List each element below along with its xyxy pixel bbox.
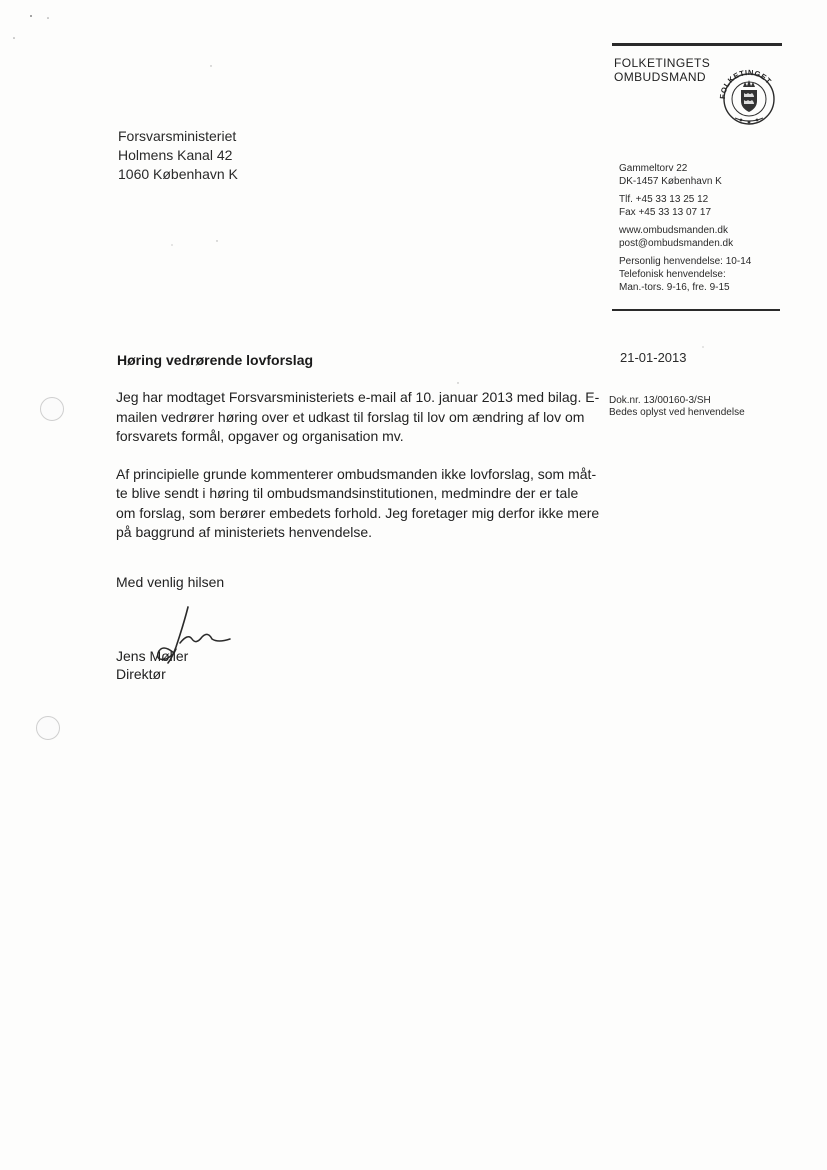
signatory-name: Jens Møller — [116, 648, 189, 664]
letterhead-org-name — [614, 56, 710, 84]
closing-greeting: Med venlig hilsen — [116, 574, 225, 590]
letter-subject: Høring vedrørende lovforslag — [117, 352, 314, 368]
sender-web: www.ombudsmanden.dk — [619, 225, 728, 236]
org-name-line2: OMBUDSMAND — [614, 70, 707, 84]
recipient-city: 1060 København K — [118, 166, 238, 182]
letter-date: 21-01-2013 — [620, 350, 687, 365]
sender-address-line1: Gammeltorv 22 — [619, 163, 688, 174]
folketinget-seal-icon — [715, 68, 785, 126]
sender-fax: Fax +45 33 13 07 17 — [619, 207, 712, 218]
sender-hours-phone-label: Telefonisk henvendelse: — [619, 269, 726, 280]
body-paragraph-1 — [116, 388, 600, 447]
sender-hours-phone: Man.-tors. 9-16, fre. 9-15 — [619, 282, 730, 293]
reference-doc-nr: Dok.nr. 13/00160-3/SH — [609, 395, 711, 406]
body-line: Af principielle grunde kommenterer ombudsmanden ikke lovforslag, som måt- — [116, 465, 597, 482]
recipient-name: Forsvarsministeriet — [118, 128, 237, 144]
sender-online — [619, 224, 751, 250]
recipient-address — [118, 127, 238, 184]
body-paragraph-2 — [116, 465, 600, 543]
letterhead-top-rule — [612, 43, 782, 46]
letter-body — [116, 388, 600, 561]
punch-hole — [36, 716, 60, 740]
reference-note: Bedes oplyst ved henvendelse — [609, 407, 745, 418]
body-line: på baggrund af ministeriets henvendelse. — [116, 524, 373, 540]
org-name-line1: FOLKETINGETS — [614, 56, 711, 70]
body-line: te blive sendt i høring til ombudsmandsinstitutionen, medmindre der er tale — [116, 485, 579, 501]
sender-phones — [619, 193, 751, 219]
punch-hole — [40, 397, 64, 421]
recipient-street: Holmens Kanal 42 — [118, 147, 233, 163]
sender-email: post@ombudsmanden.dk — [619, 238, 734, 249]
body-line: mailen vedrører høring over et udkast til forslag til lov om ændring af lov om — [116, 408, 585, 425]
seal-lettering: FOLKETINGET — [717, 68, 774, 100]
sender-address — [619, 162, 751, 188]
sender-contact-info — [619, 162, 751, 299]
body-line: om forslag, som berører embedets forhold. Jeg foretager mig derfor ikke mere — [116, 504, 600, 521]
body-line: Jeg har modtaget Forsvarsministeriets e-mail af 10. januar 2013 med bilag. E- — [116, 389, 600, 405]
sender-phone: Tlf. +45 33 13 25 12 — [619, 194, 709, 205]
signatory-title: Direktør — [116, 666, 166, 682]
sender-hours-personal: Personlig henvendelse: 10-14 — [619, 256, 752, 267]
sender-address-line2: DK-1457 København K — [619, 176, 722, 187]
body-line: forsvarets formål, opgaver og organisation mv. — [116, 428, 404, 444]
letterhead-bottom-rule — [612, 309, 780, 311]
reference-block — [609, 395, 745, 419]
sender-hours — [619, 255, 751, 294]
signatory-block — [116, 647, 188, 683]
